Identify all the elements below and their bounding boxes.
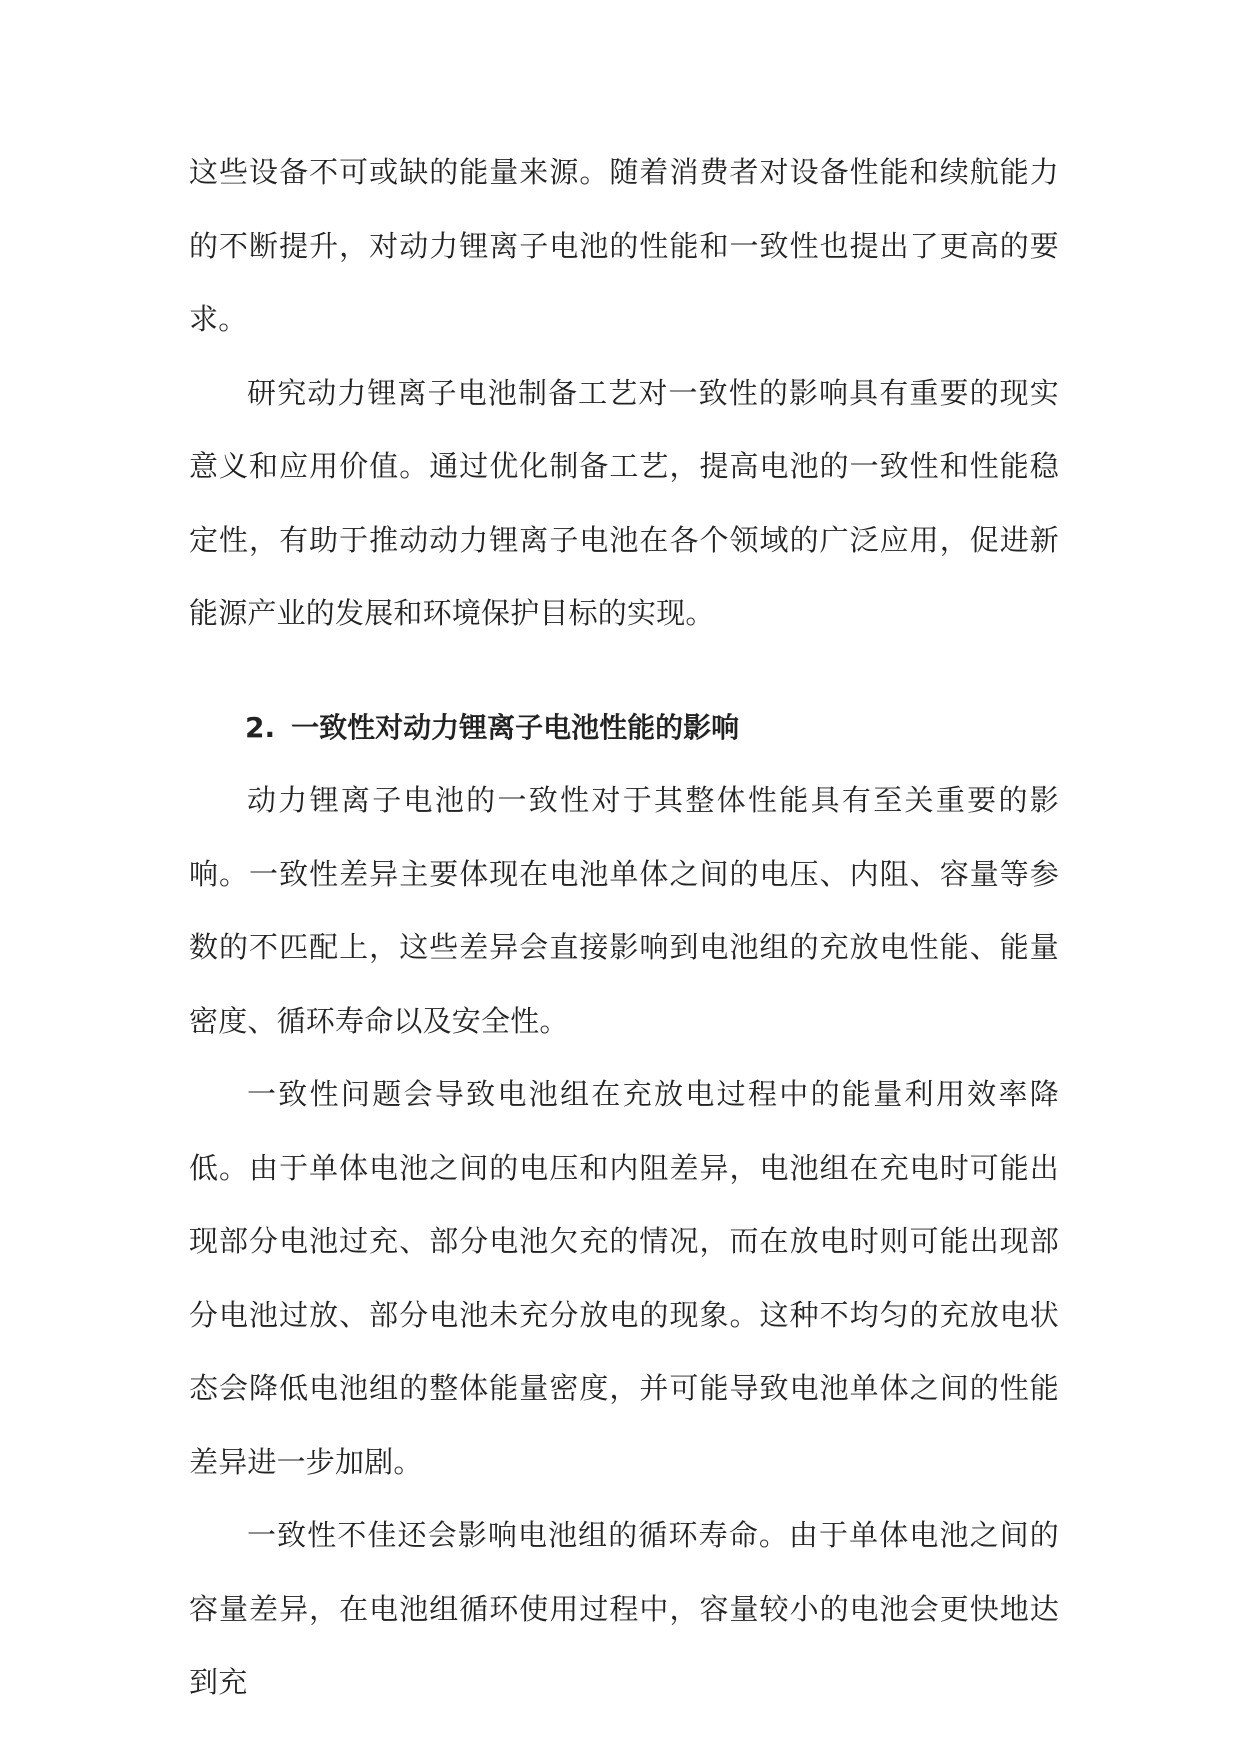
paragraph-significance: 研究动力锂离子电池制备工艺对一致性的影响具有重要的现实意义和应用价值。通过优化制备工艺，提高电池的一致性和性能稳定性，有助于推动动力锂离子电池在各个领域的广泛应用，促进新能源产业的发展和环境保护目标的实现。 <box>189 375 1059 630</box>
paragraph-overview: 动力锂离子电池的一致性对于其整体性能具有至关重要的影响。一致性差异主要体现在电池单体之间的电压、内阻、容量等参数的不匹配上，这些差异会直接影响到电池组的充放电性能、能量密度、循环寿命以及安全性。 <box>189 783 1059 1038</box>
paragraph-continuation: 这些设备不可或缺的能量来源。随着消费者对设备性能和续航能力的不断提升，对动力锂离子电池的性能和一致性也提出了更高的要求。 <box>189 155 1059 336</box>
paragraph-energy-efficiency: 一致性问题会导致电池组在充放电过程中的能量利用效率降低。由于单体电池之间的电压和内阻差异，电池组在充电时可能出现部分电池过充、部分电池欠充的情况，而在放电时则可能出现部分电池过放、部分电池未充分放电的现象。这种不均匀的充放电状态会降低电池组的整体能量密度，并可能导致电池单体之间的性能差异进一步加剧。 <box>189 1077 1059 1479</box>
paragraph-cycle-life: 一致性不佳还会影响电池组的循环寿命。由于单体电池之间的容量差异，在电池组循环使用过程中，容量较小的电池会更快地达到充 <box>189 1518 1059 1699</box>
section-heading <box>189 691 1059 765</box>
section-title: 一致性对动力锂离子电池性能的影响 <box>291 710 740 744</box>
section-number: 2. <box>245 710 276 744</box>
document-body <box>189 136 1059 1720</box>
